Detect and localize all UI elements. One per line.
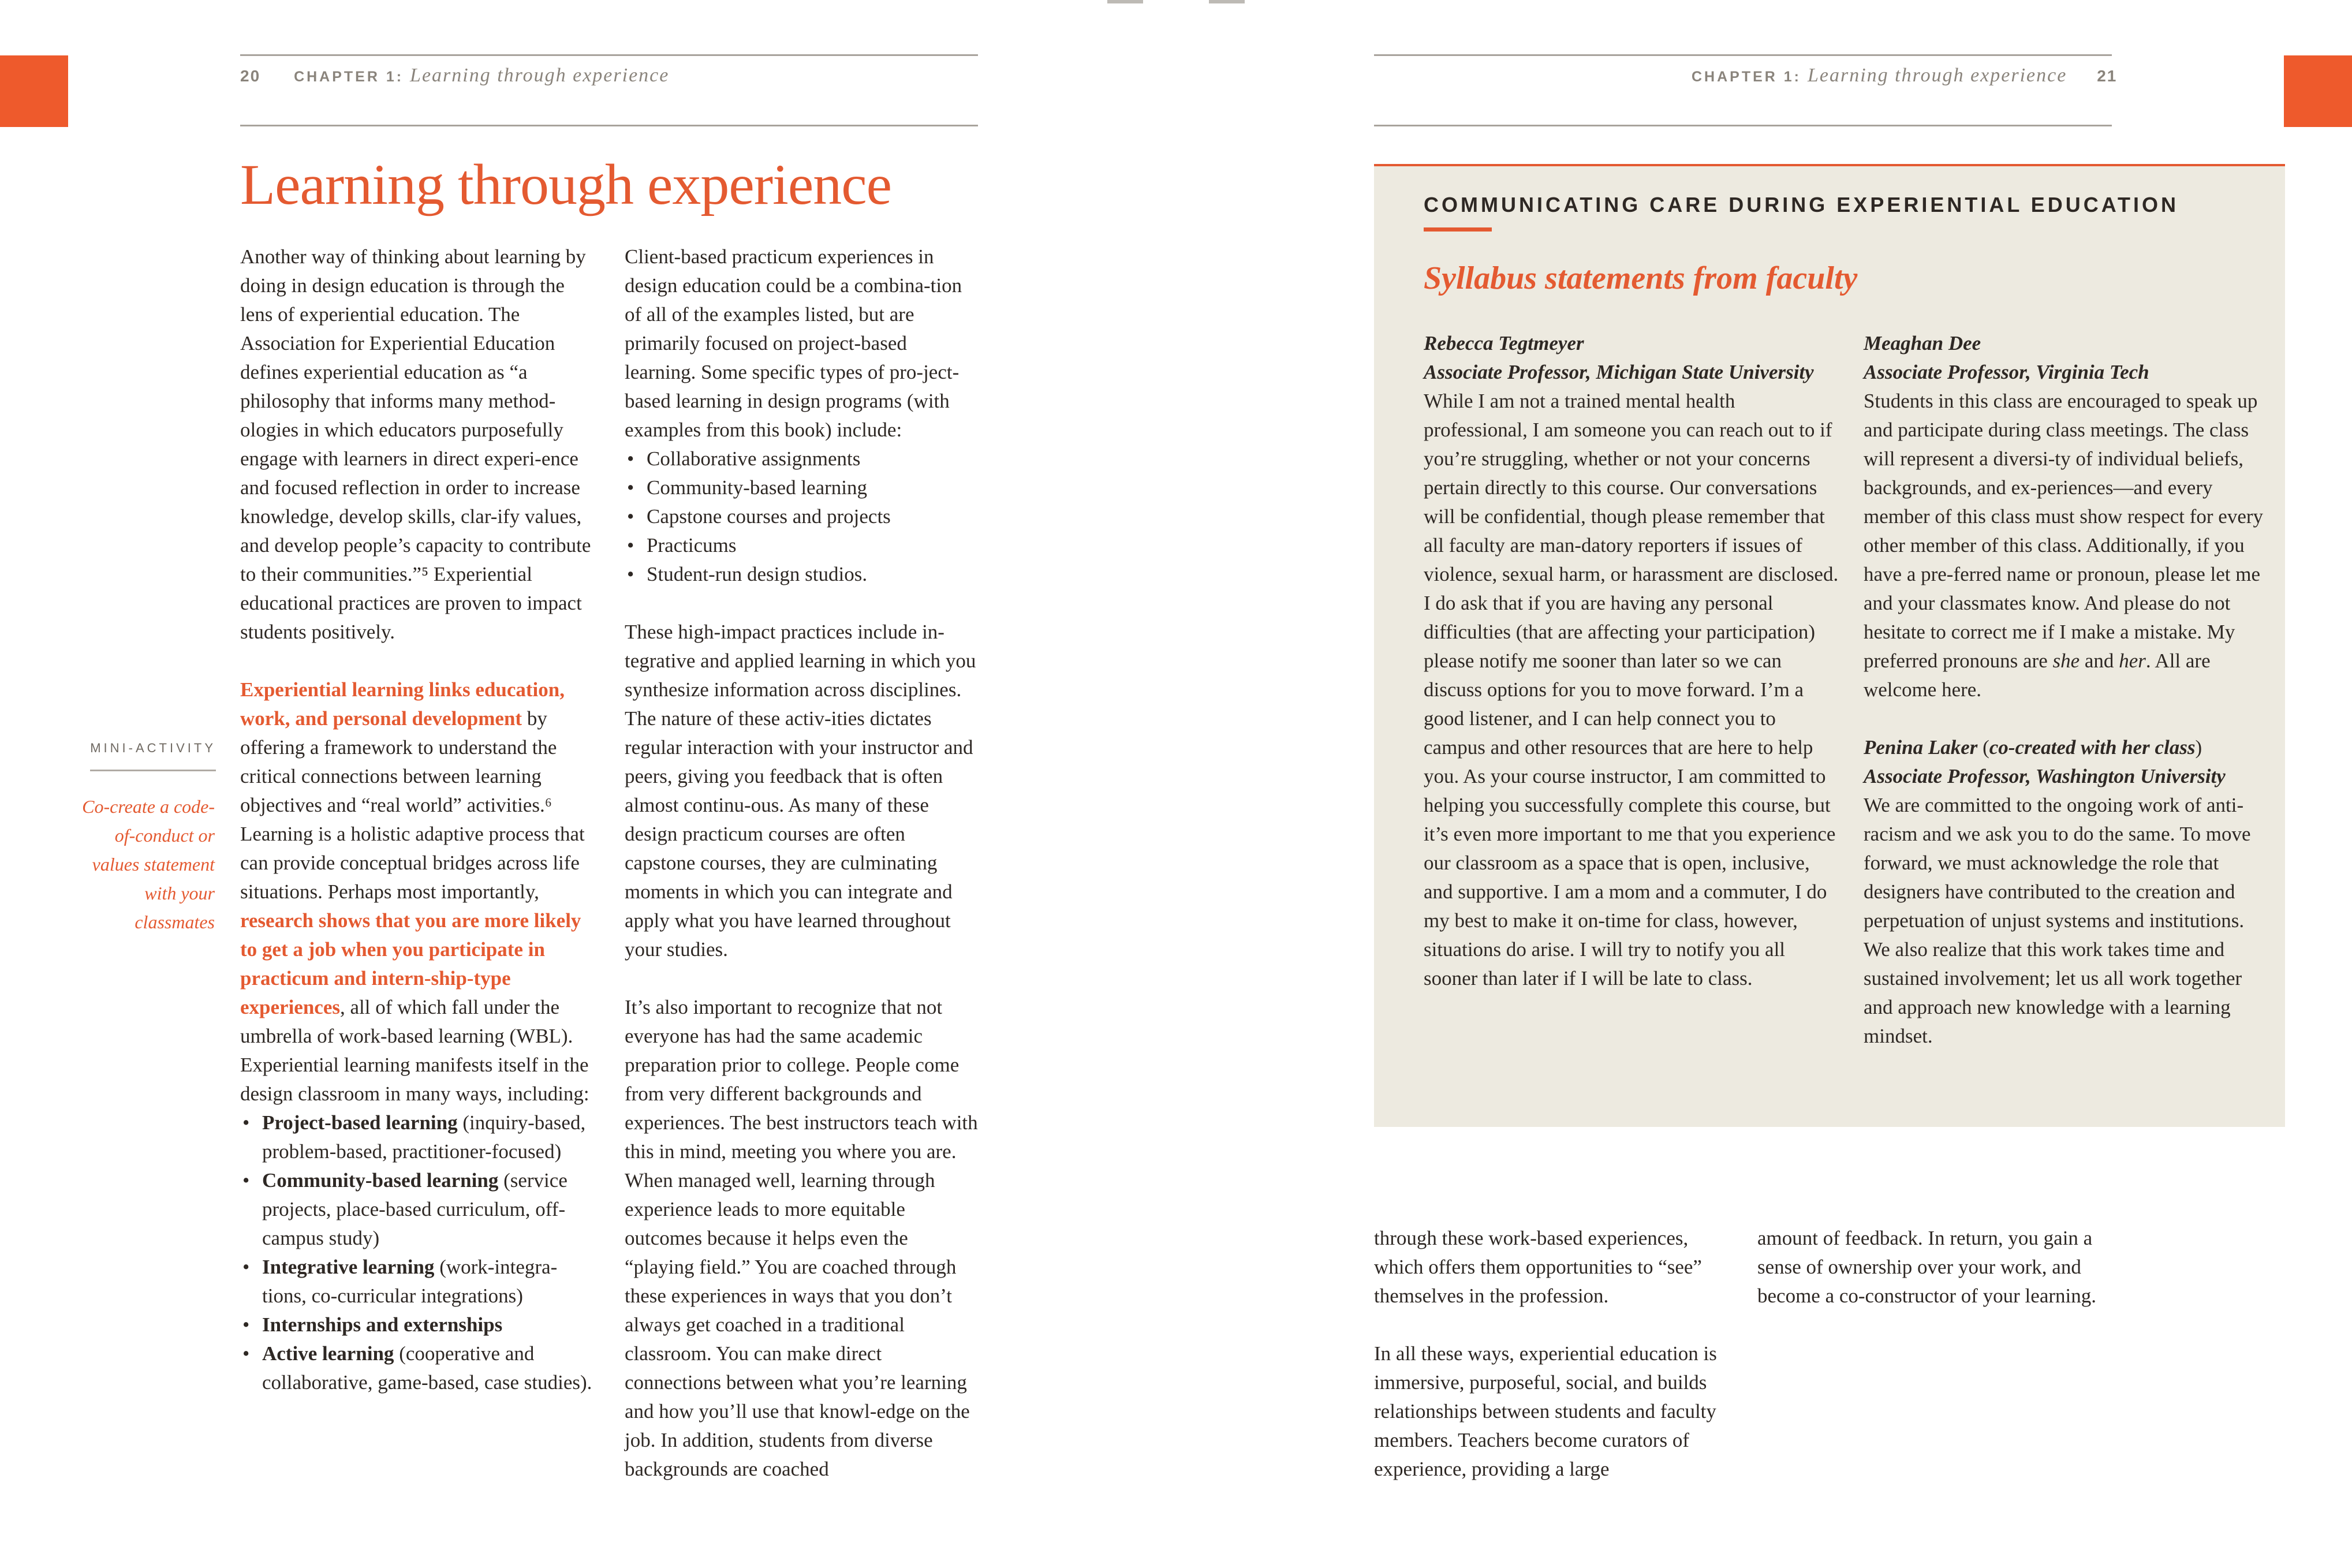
highlight-research: research shows that you are more likely to get a job when you participate in practicum and intern-ship-type experiences [240,909,581,1018]
feedback-paragraph: amount of feedback. In return, you gain a sense of ownership over your work, and become a co-constructor of your learning. [1757,1227,2096,1307]
right-edge-tab [2284,55,2352,127]
statement-text-b: . All are welcome here. [1864,649,2211,701]
project-types-list [625,445,978,589]
preparation-paragraph: It’s also important to recognize that not everyone has had the same academic preparation prior to college. People come from very different backgrounds and experiences. The best instructors teach with this in mind, meeting you where you are. When managed well, learning through experience leads to more equitable outcomes because it helps even the “playing field.” You are coached through these experiences in ways that you don’t always get coached in a traditional classroom. You can make direct connections between what you’re learning and how you’ll use that knowl-edge on the job. In addition, students from diverse backgrounds are coached [625,996,978,1480]
right-column-1 [1374,1224,1738,1484]
left-header-rule-top [240,54,978,56]
faculty-statement [1864,387,2268,704]
left-page-number: 20 [240,67,261,85]
list-item: • Practicums [625,531,978,560]
page-title: Learning through experience [240,152,892,216]
list-item-rest: (service projects, place-based curriculum, off-campus study) [262,1169,568,1249]
right-chapter-title: Learning through experience [1807,65,2067,86]
immersive-paragraph: In all these ways, experiential education is immersive, purposeful, social, and builds relationships between students and faculty members. Teachers become curators of experience, providing a large [1374,1342,1717,1480]
list-item-bold: Integrative learning [262,1256,435,1278]
list-item-rest: (work-integra-tions, co-curricular integrations) [262,1256,558,1307]
experiential-text-a: by offering a framework to understand the critical connections between learning objectives and “real world” activities.⁶ Learning is a holistic adaptive process that can provide conceptual bridges across life situations. Perhaps most importantly, [240,707,585,903]
faculty-name: Meaghan Dee [1864,332,1981,354]
co-created-note: co-created with her class [1989,736,2196,759]
list-item: • Student-run design studios. [625,560,978,589]
right-column-2 [1757,1224,2115,1311]
faculty-name: Rebecca Tegtmeyer [1424,332,1584,354]
left-edge-tab [0,55,68,127]
experiential-text-b: , all of which fall under the umbrella of work-based learning (WBL). Experiential learning manifests itself in the design classroom in many ways, including: [240,996,589,1105]
left-header-rule-bottom [240,125,978,126]
faculty-name: Penina Laker [1864,736,1978,759]
list-item [240,1166,598,1253]
left-chapter-title: Learning through experience [410,65,670,86]
sidebar-subheading: Syllabus statements from faculty [1424,260,1858,296]
right-header-rule-top [1374,54,2112,56]
list-item-bold: Internships and externships [262,1313,503,1336]
crop-mark-left [1107,0,1143,3]
list-item-bold: Community-based learning [262,1169,499,1192]
mini-activity-label: MINI-ACTIVITY [90,741,216,755]
statement-text-a: Students in this class are encouraged to speak up and participate during class meetings. The class will represent a diversi-ty of individual beliefs, backgrounds, and ex-periences—and every member of this class must show respect for every other member of this class. Additionally, if you have a pre-ferred name or pronoun, please let me and your classmates know. And please do not hesitate to correct me if I make a mistake. My preferred pronouns are [1864,390,2264,672]
mini-activity-text: Co-create a code-of-conduct or values statement with your classmates [82,796,215,932]
practicum-paragraph: Client-based practicum experiences in design education could be a combina-tion of all of the examples listed, but are primarily focused on project-based learning. Some specific types of pro-ject-based learning in design programs (with examples from this book) include: [625,245,962,441]
sidebar-heading: COMMUNICATING CARE DURING EXPERIENTIAL EDUCATION [1424,193,2179,216]
right-header-rule-bottom [1374,125,2112,126]
left-running-header [240,65,669,87]
left-column-1 [240,242,598,1397]
paren-close: ) [2195,736,2202,759]
pronoun-her: her [2119,649,2146,672]
faculty-role: Associate Professor, Washington University [1864,765,2226,787]
sidebar-column-1 [1424,329,1839,993]
highlight-experiential-learning: Experiential learning links education, work, and personal development [240,678,565,730]
list-item: • Capstone courses and projects [625,502,978,531]
list-item [240,1108,598,1166]
list-item-bold: Project-based learning [262,1111,458,1134]
faculty-role: Associate Professor, Michigan State University [1424,361,1814,383]
list-item [240,1253,598,1311]
mini-activity-rule [90,770,216,771]
faculty-statement: While I am not a trained mental health professional, I am someone you can reach out to if you’re struggling, whether or not your concerns pertain directly to this course. Our conversations will be confidential, though please remember that all faculty are man-datory reporters if issues of violence, sexual harm, or harassment are disclosed. I do ask that if you are having any personal difficulties (that are affecting your participation) please notify me sooner than later so we can discuss options for you to move forward. I’m a good listener, and I can help connect you to campus and other resources that are here to help you. As your course instructor, I am committed to helping you successfully complete this course, but it’s even more important to me that you experience our classroom as a space that is open, inclusive, and supportive. I am a mom and a commuter, I do my best to make it on-time for class, however, situations do arise. I will try to notify you all sooner than later if I will be late to class. [1424,390,1839,990]
experiential-paragraph [240,675,598,1108]
list-item-rest: (inquiry-based, problem-based, practitioner-focused) [262,1111,586,1163]
list-item: • Community-based learning [625,473,978,502]
high-impact-paragraph: These high-impact practices include in-tegrative and applied learning in which you synthesize information across disciplines. The nature of these activ-ities dictates regular interaction with your instructor and peers, giving you feedback that is often almost continu-ous. As many of these design practicum courses are often capstone courses, they are culminating moments in which you can integrate and apply what you have learned throughout your studies. [625,621,976,961]
work-based-paragraph: through these work-based experiences, which offers them opportunities to “see” themselves in the profession. [1374,1227,1702,1307]
sidebar-column-2 [1864,329,2268,1051]
crop-mark-right [1209,0,1245,3]
list-item [240,1339,598,1397]
list-item [240,1311,598,1339]
right-page-number: 21 [2097,67,2118,85]
left-chapter-label: CHAPTER 1: [294,69,404,85]
list-item-bold: Active learning [262,1342,394,1365]
faculty-role: Associate Professor, Virginia Tech [1864,361,2149,383]
paren-open: ( [1977,736,1989,759]
intro-paragraph: Another way of thinking about learning by doing in design education is through the lens of experiential education. The Association for Experiential Education defines experiential education as “a philosophy that informs many method-ologies in which educators purposefully engage with learners in direct experi-ence and focused reflection in order to increase knowledge, develop skills, clar-ify values, and develop people’s capacity to contribute to their communities.”⁵ Experiential educational practices are proven to impact students positively. [240,245,591,643]
statement-and: and [2080,649,2119,672]
right-running-header [1692,65,2117,87]
learning-types-list [240,1108,598,1397]
faculty-name-line [1864,733,2268,762]
pronoun-she: she [2052,649,2080,672]
list-item-rest: (cooperative and collaborative, game-based, case studies). [262,1342,592,1394]
faculty-statement: We are committed to the ongoing work of anti-racism and we ask you to do the same. To move forward, we must acknowledge the role that designers have contributed to the creation and perpetuation of unjust systems and institutions. We also realize that this work takes time and sustained involvement; let us all work together and approach new knowledge with a learning mindset. [1864,794,2251,1047]
sidebar-accent-bar [1424,227,1492,232]
left-column-2 [625,242,978,1484]
right-chapter-label: CHAPTER 1: [1692,69,1802,85]
sidebar-top-rule [1374,164,2285,166]
list-item: • Collaborative assignments [625,445,978,473]
